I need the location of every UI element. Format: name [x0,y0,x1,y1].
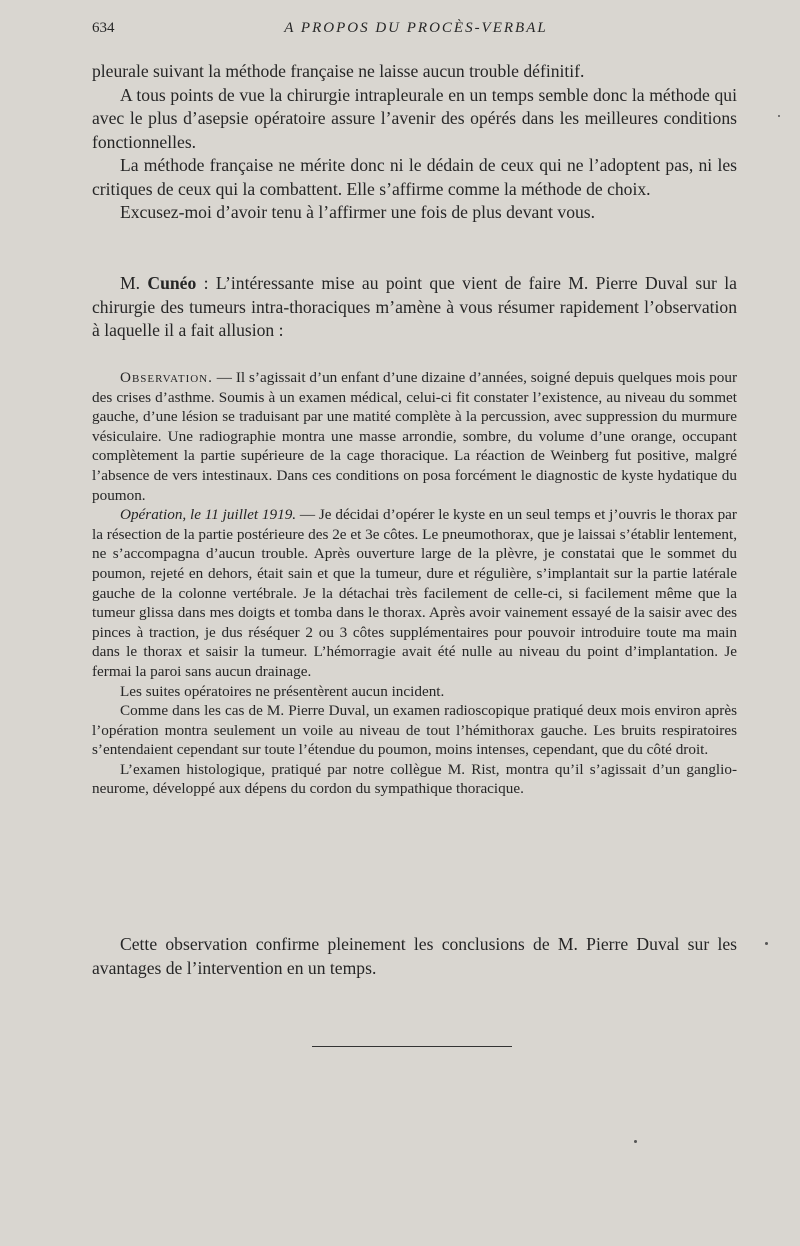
intervention-paragraph [92,272,737,343]
observation-paragraph [92,368,737,505]
paragraph-continuation: pleurale suivant la méthode française ne laisse aucun trouble définitif. [92,61,585,81]
conclusion-block [92,933,737,980]
intervention-text: : L’intéressante mise au point que vient de faire M. Pierre Duval sur la chirurgie des tumeurs intra-thoraciques m’amène à vous résumer rapidement l’observation à laquelle il a fait allusion : [92,273,737,340]
observation-label: Observation. [120,369,213,386]
print-speck [634,1140,637,1143]
intervention-block [92,272,737,343]
paragraph: A tous points de vue la chirurgie intrapleurale en un temps semble donc la méthode qui avec le plus d’asepsie opératoire assure l’avenir des opérés dans les meilleures conditions fonctionnelles. [92,84,737,152]
speaker-prefix: M. [120,273,148,293]
observation-paragraph: L’examen histologique, pratiqué par notre collègue M. Rist, montra qu’il s’agissait d’un ganglio-neurome, développé aux dépens du cordon du sympathique thoracique. [92,760,737,798]
closing-rule [312,1046,512,1047]
page-header [92,20,740,44]
paragraph: Excusez-moi d’avoir tenu à l’affirmer une fois de plus devant vous. [120,202,596,222]
opening-paragraphs [92,60,737,225]
operation-label: Opération, le 11 juillet 1919. [120,506,297,524]
paragraph: La méthode française ne mérite donc ni le dédain de ceux qui ne l’adoptent pas, ni les critiques de ceux qui la combattent. Elle s’affirme comme la méthode de choix. [92,155,737,199]
observation-text: — Il s’agissait d’un enfant d’une dizaine d’années, soigné depuis quelques mois pour des crises d’asthme. Soumis à un examen médical, celui-ci fit constater l’existence, au niveau du sommet gauche, d’une lésion se traduisant par une matité complète à la percussion, avec suppression du murmure vésiculaire. Une radiographie montra une masse arrondie, sombre, du volume d’une orange, occupant complètement la partie supérieure de la cage thoracique. La réaction de Weinberg fut positive, malgré l’absence de vers intestinaux. Dans ces conditions on posa forcément le diagnostic de kyste hydatique du poumon. [92,369,737,504]
running-title: A PROPOS DU PROCÈS-VERBAL [284,20,548,36]
speaker-name: Cunéo [147,273,197,293]
print-speck [765,942,768,945]
operation-text: — Je décidai d’opérer le kyste en un seul temps et j’ouvris le thorax par la résection de la partie postérieure des 2e et 3e côtes. Le pneumothorax, que je laissai s’établir lentement, ne s’accompagna d’aucun trouble. Après ouverture large de la plèvre, je constatai que le sommet du poumon, rejeté en dehors, était sain et que la tumeur, dure et régulière, s’implantait sur la partie latérale gauche de la colonne vertébrale. Je la détachai très facilement de celle-ci, si facilement même que la tumeur glissa dans mes doigts et tomba dans le thorax. Après avoir vainement essayé de la saisir avec des pinces à traction, je dus réséquer 2 ou 3 côtes supplémentaires pour pouvoir introduire toute ma main dans le thorax et saisir la tumeur. L’hémorragie avait été nulle au niveau du point d’implantation. Je fermai la paroi sans aucun drainage. [92,506,737,680]
observation-block [92,368,737,799]
operation-paragraph [92,505,737,681]
conclusion-paragraph: Cette observation confirme pleinement les conclusions de M. Pierre Duval sur les avantages de l’intervention en un temps. [92,934,737,978]
page-number: 634 [92,20,115,36]
observation-paragraph: Les suites opératoires ne présentèrent aucun incident. [120,682,445,700]
print-speck [778,115,780,117]
observation-paragraph: Comme dans les cas de M. Pierre Duval, un examen radioscopique pratiqué deux mois environ après l’opération montra seulement un voile au niveau de tout l’hémithorax gauche. Les bruits respiratoires s’entendaient cependant sur toute l’étendue du poumon, moins intenses, cependant, que du côté droit. [92,702,737,759]
